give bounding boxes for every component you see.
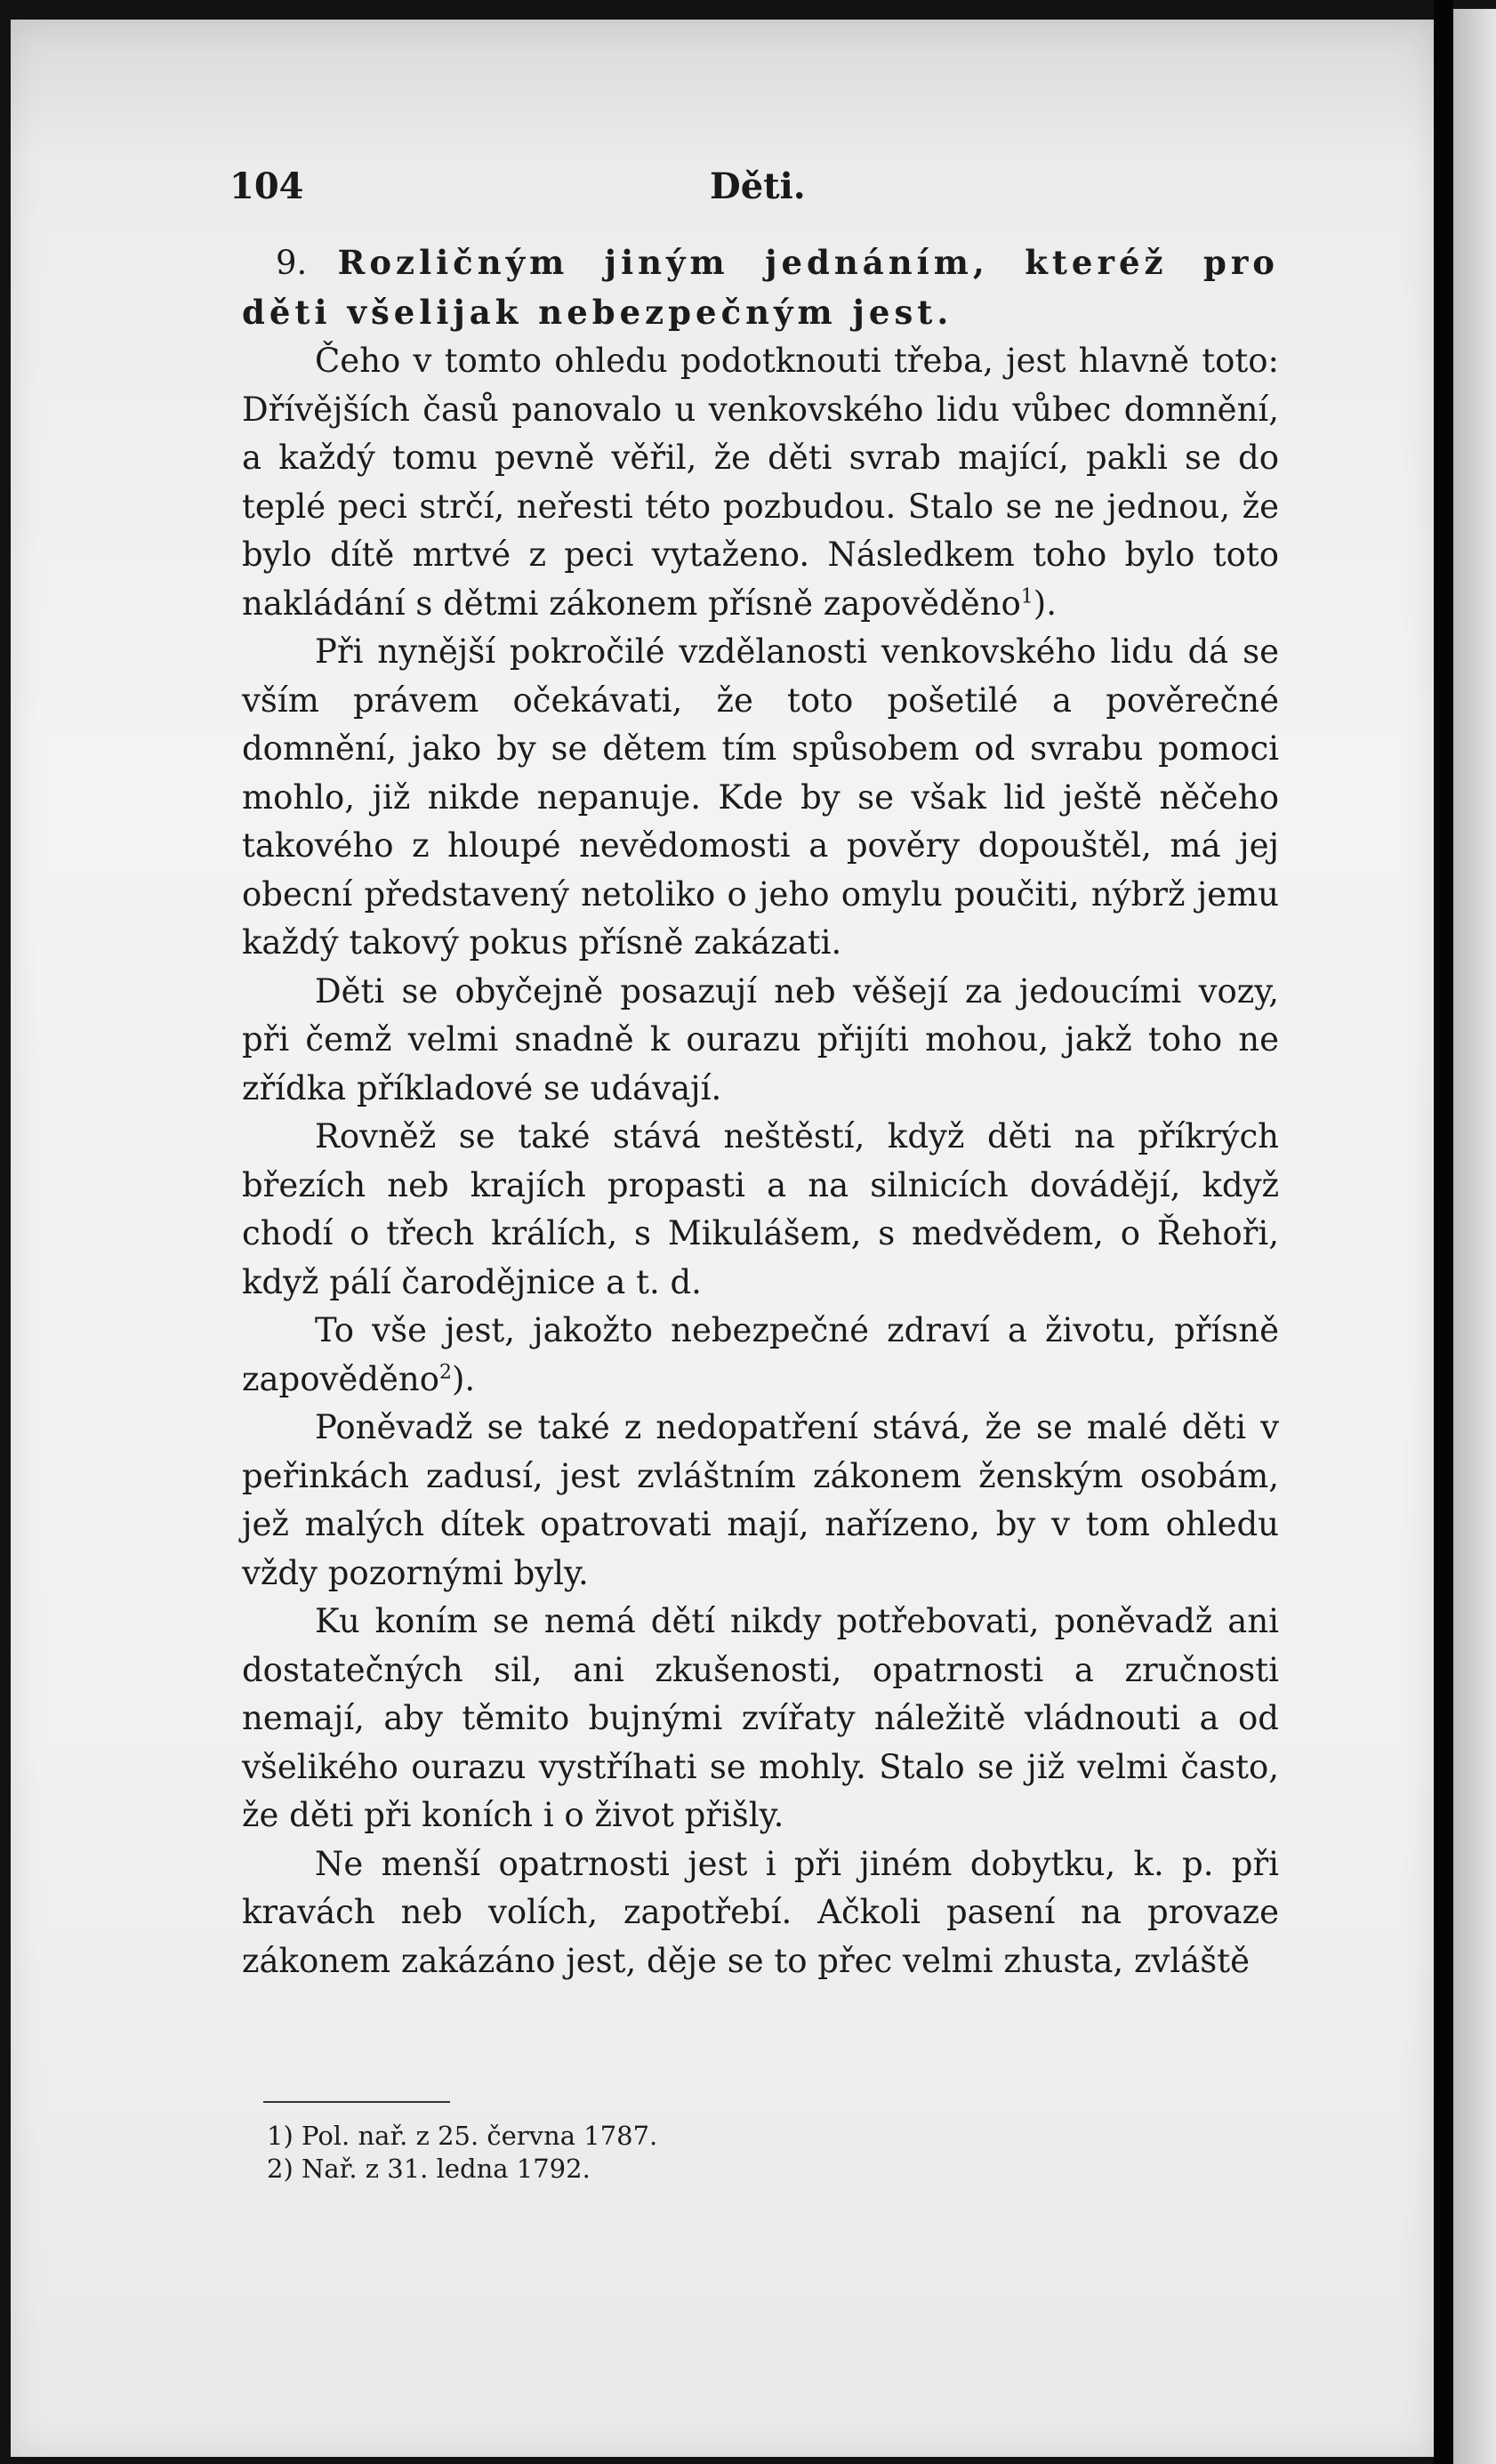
paragraph: Čeho v tomto ohledu podotknouti třeba, jest hlavně toto: Dřívějších časů panovalo u venkovského lidu vůbec domnění, a každý tomu pevně věřil, že děti svrab mající, pakli se do teplé peci strčí, neřesti této pozbudou. Stalo se ne jednou, že bylo dítě mrtvé z peci vytaženo. Následkem toho bylo toto nakládání s dětmi zákonem přísně zapověděno$^1$).: [242, 342, 1279, 623]
footnote-rule: [263, 2101, 450, 2103]
paragraph: Při nynější pokročilé vzdělanosti venkovského lidu dá se vším právem očekávati, že toto pošetilé a pověrečné domnění, jako by se dětem tím spůsobem od svrabu pomoci mohlo, již nikde nepanuje. Kde by se však lid ještě něčeho takového z hloupé nevědomosti a pověry dopouštěl, má jej obecní představený netoliko o jeho omylu poučiti, nýbrž jemu každý takový pokus přísně zakázati.: [242, 632, 1279, 962]
footnote-text: Nař. z 31. ledna 1792.: [301, 2154, 591, 2184]
footnote: [267, 2153, 889, 2186]
body-text: [242, 238, 1279, 1985]
footnote-mark: 1): [267, 2121, 294, 2151]
running-title: Děti.: [710, 165, 806, 207]
next-page-edge: [1453, 9, 1496, 2464]
footnote-ref: 2: [439, 1361, 452, 1384]
book-edge-shadow: [1434, 0, 1453, 2464]
paragraph: Poněvadž se také z nedopatření stává, že se malé děti v peřinkách zadusí, jest zvláštním zákonem ženským osobám, jež malých dítek opatrovati mají, nařízeno, by v tom ohledu vždy pozornými byly.: [242, 1408, 1279, 1592]
footnote: [267, 2120, 889, 2153]
section-number: 9.: [276, 244, 308, 282]
footnote-mark: 2): [267, 2154, 294, 2184]
footnote-text: Pol. nař. z 25. června 1787.: [301, 2121, 658, 2151]
footnotes: [267, 2120, 889, 2186]
paragraph: Ku koním se nemá dětí nikdy potřebovati, poněvadž ani dostatečných sil, ani zkušenosti, opatrnosti a zručnosti nemají, aby těmito bujnými zvířaty náležitě vládnouti a od všelikého ourazu vystříhati se mohly. Stalo se již velmi často, že děti při koních i o život přišly.: [242, 1602, 1279, 1834]
paragraph: Děti se obyčejně posazují neb věšejí za jedoucími vozy, při čemž velmi snadně k ourazu přijíti mohou, jakž toho ne zřídka příkladové se udávají.: [242, 971, 1279, 1107]
paragraph: Ne menší opatrnosti jest i při jiném dobytku, k. p. při kravách neb volích, zapotřebí. Ačkoli pasení na provaze zákonem zakázáno jest, děje se to přec velmi zhusta, zvláště: [242, 1844, 1279, 1980]
page-number: 104: [229, 165, 304, 207]
running-head: [229, 165, 1279, 210]
paragraph: To vše jest, jakožto nebezpečné zdraví a životu, přísně zapověděno$^2$).: [242, 1311, 1279, 1398]
section-heading: [242, 238, 1279, 337]
section-heading-text: Rozličným jiným jednáním, kteréž pro děti všelijak nebezpečným jest.: [242, 243, 1279, 332]
paragraph: Rovněž se také stává neštěstí, když děti na příkrých březích neb krajích propasti a na silnicích dovádějí, když chodí o třech králích, s Mikulášem, s medvědem, o Řehoři, když pálí čarodějnice a t. d.: [242, 1117, 1279, 1301]
footnote-ref: 1: [1020, 585, 1034, 608]
